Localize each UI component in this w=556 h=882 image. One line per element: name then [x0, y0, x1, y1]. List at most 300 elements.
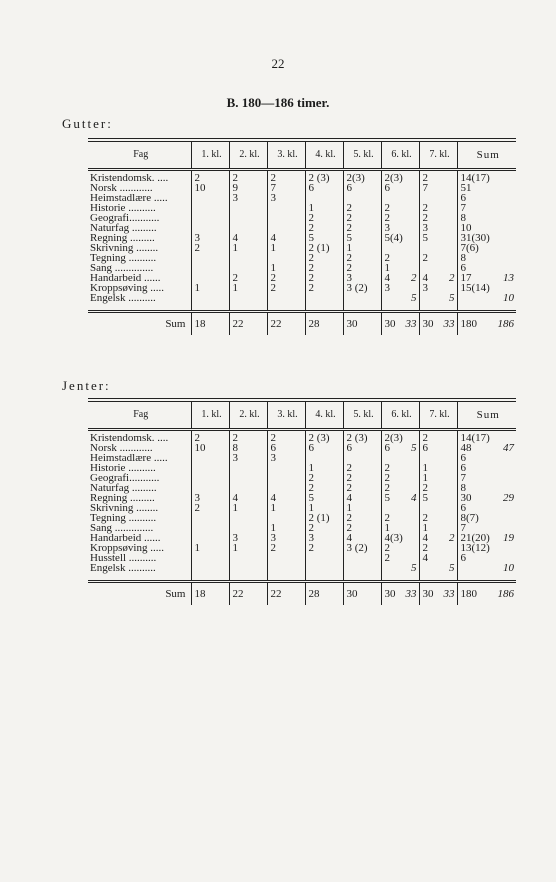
hours-cell	[191, 553, 229, 563]
header-sum: Sum	[457, 400, 516, 430]
cell-value: 1	[194, 542, 200, 554]
header-fag: Fag	[88, 400, 191, 430]
cell-value: 3	[270, 192, 276, 204]
alt-value: 2	[449, 272, 455, 284]
header-class: 5. kl.	[343, 140, 381, 170]
cell-value: 6	[384, 442, 390, 454]
sum-row	[88, 312, 516, 336]
cell-value: 2	[422, 542, 428, 554]
cell-value: 2	[270, 272, 276, 284]
cell-value: 2	[422, 202, 428, 214]
subject-label: Kristendomsk. ....	[90, 172, 169, 184]
cell-value: 4(3)	[384, 532, 403, 544]
hours-cell	[419, 170, 457, 184]
hours-cell	[191, 283, 229, 293]
spacer-cell	[191, 303, 229, 312]
hours-cell	[191, 263, 229, 273]
hours-cell	[191, 513, 229, 523]
hours-cell	[457, 563, 516, 573]
cell-value: 2	[422, 482, 428, 494]
hours-cell	[191, 183, 229, 193]
subject-label: Norsk ............	[90, 182, 153, 194]
cell-value: 8	[460, 252, 466, 264]
subject-label: Sang ..............	[90, 262, 154, 274]
cell-value: 2	[384, 472, 390, 484]
spacer-cell	[88, 303, 191, 312]
cell-value: 1	[232, 282, 238, 294]
hours-cell	[305, 443, 343, 453]
sum-cell	[267, 312, 305, 336]
spacer-cell	[88, 573, 191, 582]
cell-value: 2	[346, 212, 352, 224]
page-number: 22	[271, 56, 285, 71]
hours-cell	[343, 563, 381, 573]
alt-value: 33	[443, 318, 455, 330]
cell-value: 2	[194, 242, 200, 254]
spacer-cell	[229, 303, 267, 312]
cell-value: 15(14)	[460, 282, 490, 294]
hours-cell	[343, 293, 381, 303]
hours-cell	[419, 443, 457, 453]
cell-value: 1	[308, 502, 314, 514]
alt-value: 13	[503, 272, 514, 284]
cell-value: 180	[460, 588, 477, 600]
cell-value: 22	[232, 588, 244, 600]
table-row	[88, 430, 516, 444]
alt-value: 10	[503, 562, 514, 574]
cell-value: 3	[194, 492, 200, 504]
cell-value: 10	[194, 182, 206, 194]
cell-value: 3	[384, 282, 390, 294]
alt-value: 33	[405, 588, 417, 600]
cell-value: 2	[346, 472, 352, 484]
hours-cell	[381, 233, 419, 243]
sum-label: Sum	[88, 312, 191, 336]
header-class: 6. kl.	[381, 400, 419, 430]
cell-value: 30	[384, 318, 396, 330]
subject-label: Heimstadlære .....	[90, 192, 168, 204]
sum-cell	[381, 312, 419, 336]
cell-value: 2(3)	[384, 172, 403, 184]
cell-value: 2	[194, 432, 200, 444]
subject-label: Skrivning ........	[90, 242, 159, 254]
header-class: 4. kl.	[305, 140, 343, 170]
subject-label: Geografi...........	[90, 212, 160, 224]
sum-cell	[191, 312, 229, 336]
subject-label: Kristendomsk. ....	[90, 432, 169, 444]
cell-value: 1	[422, 522, 428, 534]
spacer-cell	[343, 303, 381, 312]
cell-value: 2 (3)	[346, 432, 368, 444]
subject-label: Regning .........	[90, 492, 155, 504]
sum-cell	[343, 312, 381, 336]
hours-cell	[267, 203, 305, 213]
hours-cell	[381, 293, 419, 303]
cell-value: 3	[232, 452, 238, 464]
cell-value: 2	[384, 542, 390, 554]
hours-cell	[381, 563, 419, 573]
cell-value: 30	[422, 318, 434, 330]
cell-value: 6	[270, 442, 276, 454]
cell-value: 28	[308, 318, 320, 330]
subject-label: Sang ..............	[90, 522, 154, 534]
cell-value: 2	[308, 542, 314, 554]
subject-label: Husstell ..........	[90, 552, 157, 564]
hours-cell	[267, 243, 305, 253]
cell-value: 2	[308, 272, 314, 284]
hours-cell	[191, 193, 229, 203]
timetable-jenter	[88, 398, 516, 605]
subject-label: Handarbeid ......	[90, 532, 161, 544]
subject-label: Geografi...........	[90, 472, 160, 484]
cell-value: 10	[460, 222, 472, 234]
cell-value: 6	[460, 452, 466, 464]
cell-value: 4	[422, 532, 428, 544]
cell-value: 31(30)	[460, 232, 490, 244]
cell-value: 1	[346, 242, 352, 254]
table-row	[88, 563, 516, 573]
hours-cell	[229, 243, 267, 253]
cell-value: 1	[308, 462, 314, 474]
hours-cell	[229, 193, 267, 203]
cell-value: 51	[460, 182, 472, 194]
alt-value: 5	[411, 442, 417, 454]
cell-value: 18	[194, 318, 206, 330]
cell-value: 5(4)	[384, 232, 403, 244]
cell-value: 7	[460, 202, 466, 214]
hours-cell	[419, 293, 457, 303]
sum-label: Sum	[88, 582, 191, 606]
cell-value: 2	[422, 172, 428, 184]
cell-value: 2	[308, 262, 314, 274]
cell-value: 6	[460, 552, 466, 564]
spacer-row	[88, 573, 516, 582]
spacer-cell	[305, 573, 343, 582]
cell-value: 6	[422, 442, 428, 454]
cell-value: 3	[232, 192, 238, 204]
header-class: 1. kl.	[191, 400, 229, 430]
header-class: 2. kl.	[229, 140, 267, 170]
cell-value: 2	[346, 222, 352, 234]
cell-value: 1	[384, 522, 390, 534]
hours-cell	[229, 473, 267, 483]
cell-value: 2	[422, 512, 428, 524]
cell-value: 2	[346, 262, 352, 274]
hours-cell	[267, 553, 305, 563]
hours-cell	[191, 543, 229, 553]
sum-cell	[343, 582, 381, 606]
cell-value: 4	[422, 552, 428, 564]
header-class: 3. kl.	[267, 140, 305, 170]
cell-value: 30	[346, 318, 358, 330]
sum-row	[88, 582, 516, 606]
subject-label: Heimstadlære .....	[90, 452, 168, 464]
cell-value: 4	[346, 532, 352, 544]
hours-cell	[191, 243, 229, 253]
cell-value: 14(17)	[460, 432, 490, 444]
cell-value: 4	[270, 232, 276, 244]
cell-value: 2	[308, 252, 314, 264]
cell-value: 1	[346, 502, 352, 514]
cell-value: 2	[384, 202, 390, 214]
sum-cell	[419, 582, 457, 606]
cell-value: 7(6)	[460, 242, 479, 254]
cell-value: 6	[346, 442, 352, 454]
cell-value: 2	[384, 552, 390, 564]
sum-cell	[381, 582, 419, 606]
hours-cell	[457, 293, 516, 303]
cell-value: 2	[422, 432, 428, 444]
hours-cell	[381, 170, 419, 184]
hours-cell	[191, 563, 229, 573]
section-label-jenter: Jenter:	[62, 378, 111, 393]
spacer-cell	[419, 303, 457, 312]
cell-value: 1	[422, 472, 428, 484]
cell-value: 1	[270, 522, 276, 534]
cell-value: 5	[384, 492, 390, 504]
hours-cell	[229, 513, 267, 523]
spacer-cell	[267, 303, 305, 312]
spacer-row	[88, 303, 516, 312]
subject-label: Engelsk ..........	[90, 562, 156, 574]
alt-value: 47	[503, 442, 514, 454]
hours-cell	[267, 213, 305, 223]
cell-value: 7	[270, 182, 276, 194]
subject-label: Tegning ..........	[90, 252, 157, 264]
sum-cell	[267, 582, 305, 606]
cell-value: 3 (2)	[346, 282, 368, 294]
hours-cell	[419, 430, 457, 444]
hours-cell	[229, 170, 267, 184]
cell-value: 30	[384, 588, 396, 600]
header-class: 6. kl.	[381, 140, 419, 170]
hours-cell	[343, 543, 381, 553]
subject-label: Norsk ............	[90, 442, 153, 454]
alt-value: 4	[411, 492, 417, 504]
hours-cell	[305, 543, 343, 553]
hours-cell	[191, 170, 229, 184]
hours-cell	[343, 443, 381, 453]
cell-value: 2	[194, 502, 200, 514]
cell-value: 2	[422, 252, 428, 264]
cell-value: 2 (3)	[308, 432, 330, 444]
cell-value: 2	[270, 542, 276, 554]
hours-cell	[191, 463, 229, 473]
cell-value: 5	[308, 492, 314, 504]
cell-value: 2	[308, 522, 314, 534]
hours-cell	[343, 170, 381, 184]
sum-cell	[305, 582, 343, 606]
hours-cell	[229, 430, 267, 444]
alt-value: 19	[503, 532, 514, 544]
cell-value: 8	[460, 212, 466, 224]
page-title: B. 180—186 timer.	[226, 95, 330, 110]
header-class: 7. kl.	[419, 400, 457, 430]
cell-value: 5	[422, 232, 428, 244]
hours-cell	[267, 170, 305, 184]
cell-value: 2	[384, 482, 390, 494]
cell-value: 4	[422, 272, 428, 284]
hours-cell	[229, 543, 267, 553]
header-class: 1. kl.	[191, 140, 229, 170]
hours-cell	[229, 283, 267, 293]
alt-value: 33	[443, 588, 455, 600]
hours-cell	[305, 563, 343, 573]
cell-value: 2	[232, 272, 238, 284]
hours-cell	[419, 253, 457, 263]
hours-cell	[419, 183, 457, 193]
hours-cell	[305, 430, 343, 444]
spacer-cell	[305, 303, 343, 312]
cell-value: 2	[270, 432, 276, 444]
cell-value: 17	[460, 272, 472, 284]
cell-value: 2	[308, 472, 314, 484]
cell-value: 1	[232, 242, 238, 254]
cell-value: 6	[308, 182, 314, 194]
alt-value: 2	[411, 272, 417, 284]
subject-label: Regning .........	[90, 232, 155, 244]
header-row	[88, 140, 516, 170]
table-row	[88, 293, 516, 303]
hours-cell	[381, 430, 419, 444]
cell-value: 2	[346, 462, 352, 474]
cell-value: 7	[460, 522, 466, 534]
cell-value: 14(17)	[460, 172, 490, 184]
hours-cell	[267, 563, 305, 573]
cell-value: 3	[194, 232, 200, 244]
cell-value: 2	[346, 202, 352, 214]
cell-value: 2	[346, 482, 352, 494]
alt-value: 29	[503, 492, 514, 504]
cell-value: 1	[232, 542, 238, 554]
hours-cell	[267, 293, 305, 303]
cell-value: 48	[460, 442, 472, 454]
hours-cell	[381, 183, 419, 193]
hours-cell	[419, 493, 457, 503]
cell-value: 21(20)	[460, 532, 490, 544]
section-label-gutter: Gutter:	[62, 116, 113, 131]
hours-cell	[191, 523, 229, 533]
spacer-cell	[457, 303, 516, 312]
cell-value: 2	[308, 222, 314, 234]
cell-value: 2(3)	[384, 432, 403, 444]
hours-cell	[267, 463, 305, 473]
cell-value: 2 (1)	[308, 242, 330, 254]
hours-cell	[191, 503, 229, 513]
spacer-cell	[457, 573, 516, 582]
cell-value: 180	[460, 318, 477, 330]
timetable-gutter	[88, 138, 516, 335]
alt-value: 5	[449, 292, 455, 304]
cell-value: 22	[232, 318, 244, 330]
hours-cell	[191, 473, 229, 483]
hours-cell	[191, 293, 229, 303]
hours-cell	[191, 213, 229, 223]
cell-value: 2	[308, 212, 314, 224]
hours-cell	[229, 453, 267, 463]
sum-cell	[457, 312, 516, 336]
cell-value: 8	[460, 482, 466, 494]
cell-value: 22	[270, 318, 282, 330]
subject-label: Naturfag .........	[90, 482, 157, 494]
cell-value: 2	[384, 252, 390, 264]
hours-cell	[229, 293, 267, 303]
cell-value: 1	[270, 502, 276, 514]
hours-cell	[267, 283, 305, 293]
cell-value: 2	[232, 172, 238, 184]
hours-cell	[229, 563, 267, 573]
cell-value: 2	[384, 462, 390, 474]
sum-cell	[229, 582, 267, 606]
subject-label: Engelsk ..........	[90, 292, 156, 304]
cell-value: 4	[270, 492, 276, 504]
cell-value: 1	[270, 242, 276, 254]
cell-value: 6	[308, 442, 314, 454]
alt-value: 5	[411, 562, 417, 574]
cell-value: 2	[270, 172, 276, 184]
subject-label: Tegning ..........	[90, 512, 157, 524]
alt-value: 5	[411, 292, 417, 304]
cell-value: 2	[308, 282, 314, 294]
cell-value: 22	[270, 588, 282, 600]
hours-cell	[229, 253, 267, 263]
hours-cell	[419, 563, 457, 573]
hours-cell	[229, 463, 267, 473]
hours-cell	[305, 553, 343, 563]
cell-value: 10	[194, 442, 206, 454]
cell-value: 2	[384, 512, 390, 524]
alt-value: 33	[405, 318, 417, 330]
sum-cell	[457, 582, 516, 606]
cell-value: 2	[232, 432, 238, 444]
cell-value: 9	[232, 182, 238, 194]
cell-value: 6	[384, 182, 390, 194]
cell-value: 2	[270, 282, 276, 294]
cell-value: 3	[232, 532, 238, 544]
spacer-cell	[381, 303, 419, 312]
hours-cell	[343, 553, 381, 563]
cell-value: 2	[346, 522, 352, 534]
cell-value: 2 (1)	[308, 512, 330, 524]
header-class: 7. kl.	[419, 140, 457, 170]
spacer-cell	[419, 573, 457, 582]
cell-value: 1	[232, 502, 238, 514]
cell-value: 2 (3)	[308, 172, 330, 184]
hours-cell	[305, 283, 343, 293]
cell-value: 3	[270, 452, 276, 464]
hours-cell	[343, 183, 381, 193]
hours-cell	[381, 493, 419, 503]
cell-value: 1	[422, 462, 428, 474]
cell-value: 3	[384, 222, 390, 234]
cell-value: 6	[460, 502, 466, 514]
cell-value: 2	[384, 212, 390, 224]
hours-cell	[267, 503, 305, 513]
hours-cell	[191, 453, 229, 463]
header-class: 3. kl.	[267, 400, 305, 430]
cell-value: 7	[460, 472, 466, 484]
spacer-cell	[267, 573, 305, 582]
cell-value: 3	[308, 532, 314, 544]
cell-value: 7	[422, 182, 428, 194]
cell-value: 5	[422, 492, 428, 504]
alt-value: 186	[497, 588, 514, 600]
spacer-cell	[191, 573, 229, 582]
cell-value: 6	[460, 262, 466, 274]
cell-value: 1	[308, 202, 314, 214]
sum-cell	[229, 312, 267, 336]
cell-value: 2	[346, 252, 352, 264]
